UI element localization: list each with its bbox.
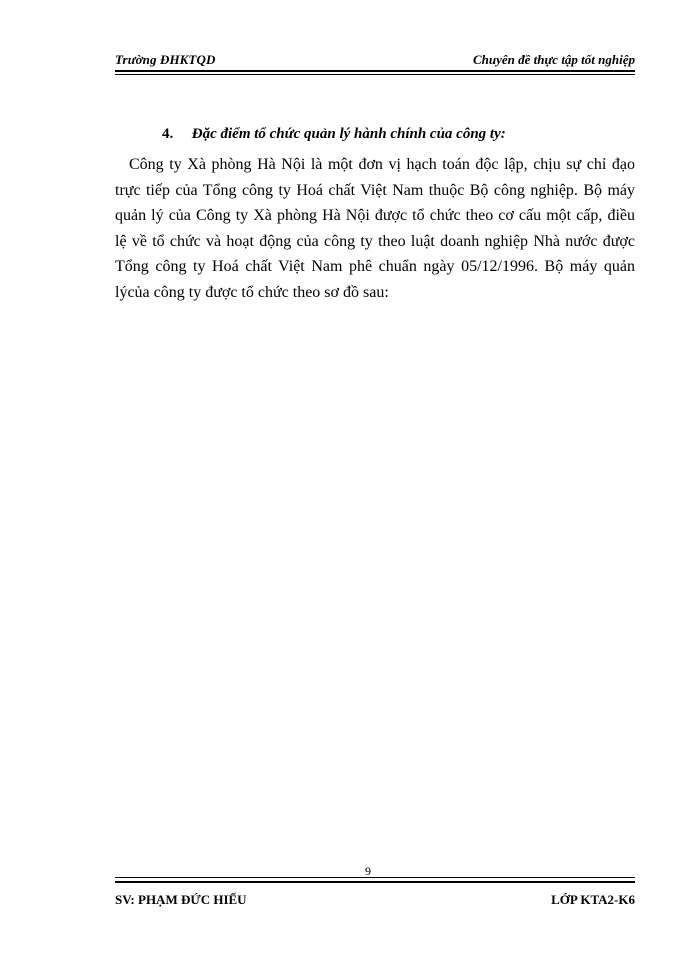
page-header: [115, 52, 635, 70]
section-title: Đặc điểm tổ chức quản lý hành chính của công ty:: [191, 126, 506, 142]
paragraph-line: trực tiếp của Tổng công ty Hoá chất Việt Nam thuộc Bộ công nghiệp. Bộ máy: [115, 181, 635, 199]
paragraph-line: lýcủa công ty được tổ chức theo sơ đồ sau:: [115, 283, 389, 301]
header-document-title: Chuyên đề thực tập tốt nghiệp: [473, 52, 635, 67]
header-divider-thin: [115, 74, 635, 75]
paragraph-line: quản lý của Công ty Xà phòng Hà Nội được tổ chức theo cơ cấu một cấp, điều: [115, 207, 635, 224]
header-school-name: Trường ĐHKTQD: [115, 52, 216, 67]
footer-divider-thin: [115, 877, 635, 878]
page-number: 9: [365, 864, 371, 878]
paragraph-line: Công ty Xà phòng Hà Nội là một đơn vị hạch toán độc lập, chịu sự chỉ đạo: [129, 156, 635, 173]
page-footer: [115, 892, 635, 910]
body-paragraph: [115, 152, 635, 305]
section-number: 4.: [162, 126, 174, 142]
footer-student-name: SV: PHẠM ĐỨC HIẾU: [115, 892, 247, 907]
header-divider: [115, 70, 635, 72]
section-heading: [162, 126, 506, 143]
paragraph-line: Tổng công ty Hoá chất Việt Nam phê chuẩn ngày 05/12/1996. Bộ máy quản: [115, 258, 635, 275]
footer-class-code: LỚP KTA2-K6: [551, 892, 635, 907]
paragraph-line: lệ về tổ chức và hoạt động của công ty theo luật doanh nghiệp Nhà nước được: [115, 232, 635, 250]
footer-divider: [115, 881, 635, 883]
